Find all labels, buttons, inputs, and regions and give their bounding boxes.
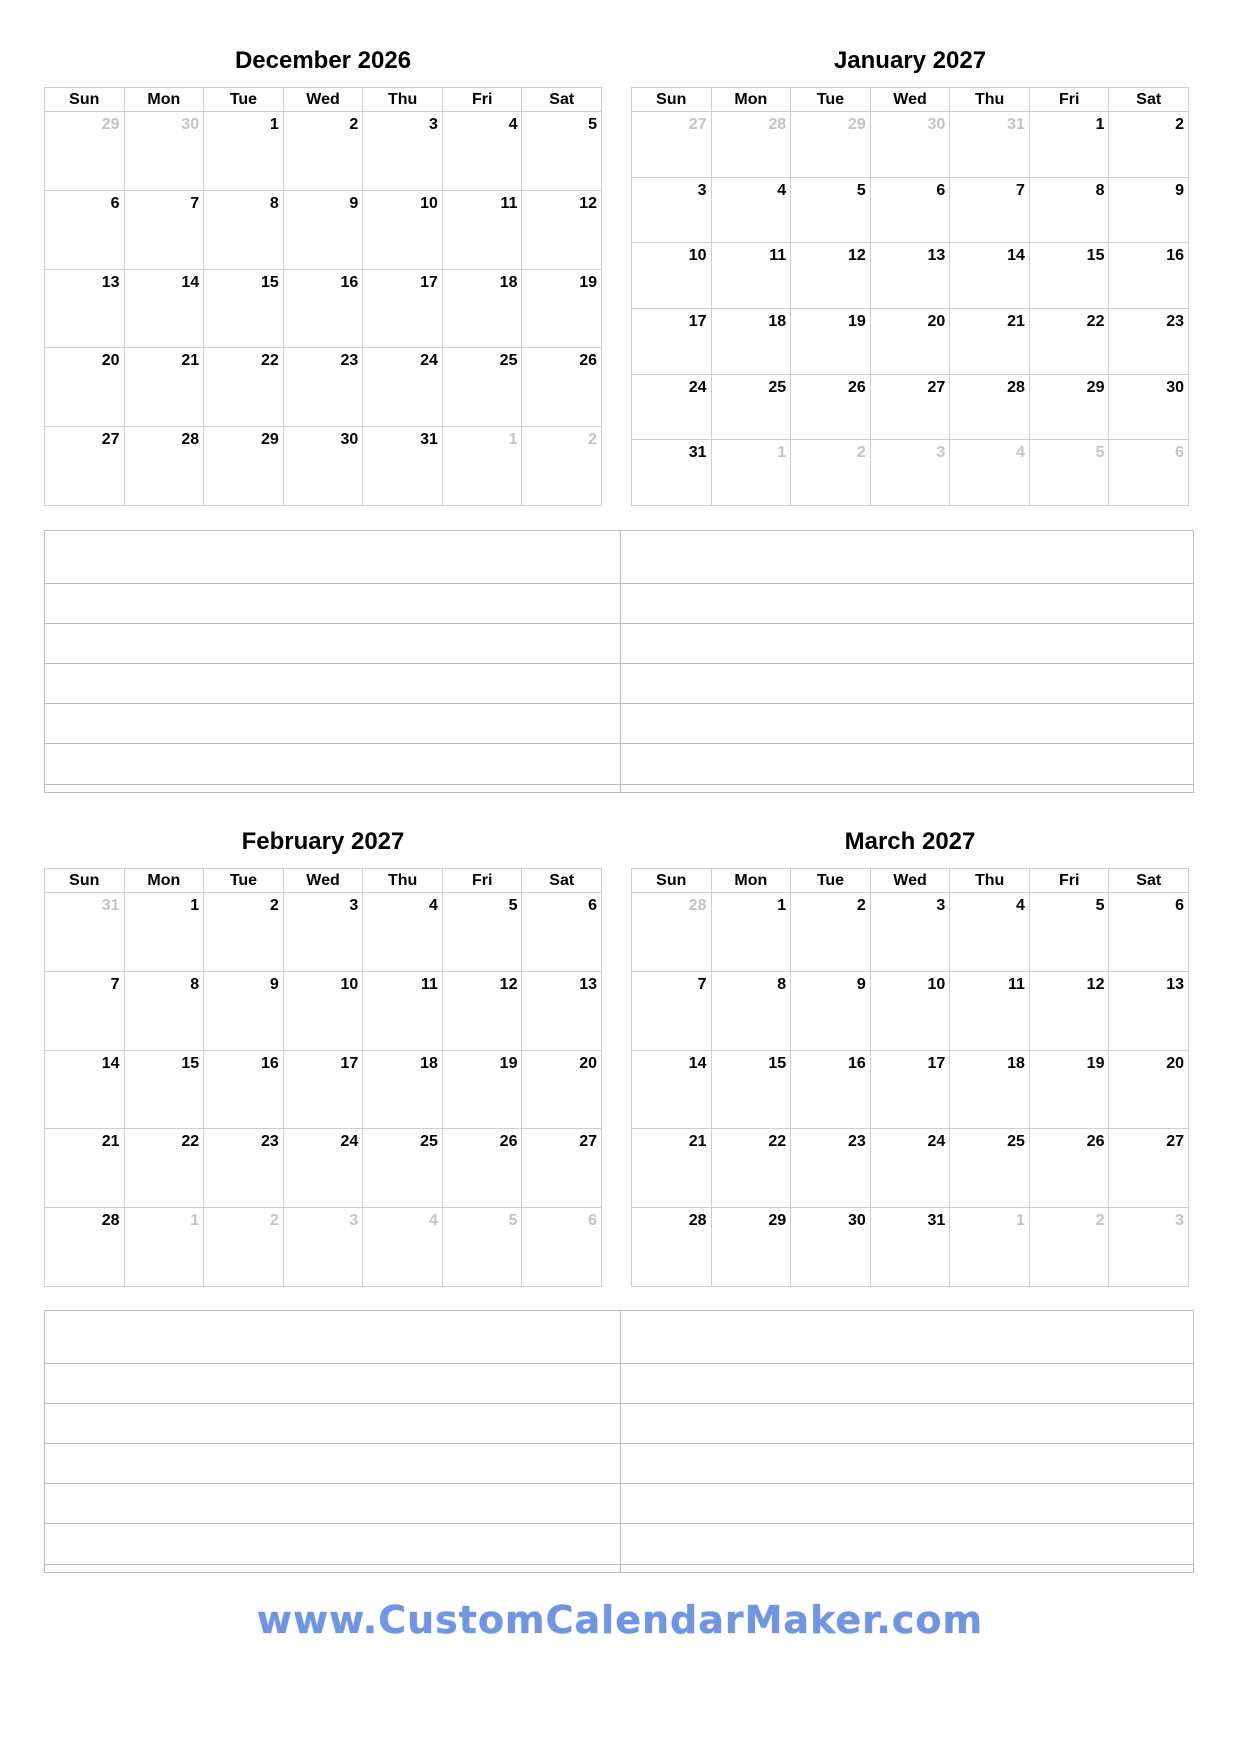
day-cell: 11 (443, 191, 523, 270)
notes-column-divider (620, 531, 621, 792)
day-cell: 20 (871, 309, 951, 375)
day-cell: 23 (204, 1129, 284, 1208)
day-cell: 15 (204, 270, 284, 349)
weekday-header: Mon (125, 88, 205, 112)
weekday-header-row (632, 88, 1189, 112)
weekday-header: Sun (632, 88, 712, 112)
month-title: February 2027 (241, 828, 405, 855)
week-row (45, 270, 602, 349)
day-cell: 10 (871, 972, 951, 1051)
day-cell: 13 (45, 270, 125, 349)
adjacent-month-day-cell: 1 (950, 1208, 1030, 1287)
adjacent-month-day-cell: 30 (871, 112, 951, 178)
day-cell: 3 (284, 893, 364, 972)
day-cell: 17 (632, 309, 712, 375)
notes-line (45, 1564, 1193, 1565)
day-cell: 30 (1109, 375, 1189, 441)
weekday-header: Tue (791, 88, 871, 112)
day-cell: 28 (632, 1208, 712, 1287)
week-row (632, 112, 1189, 178)
day-cell: 24 (363, 348, 443, 427)
week-row (632, 440, 1189, 506)
adjacent-month-day-cell: 28 (712, 112, 792, 178)
day-cell: 18 (950, 1051, 1030, 1130)
day-cell: 17 (363, 270, 443, 349)
day-cell: 14 (632, 1051, 712, 1130)
weekday-header: Sat (1109, 88, 1189, 112)
day-cell: 27 (522, 1129, 602, 1208)
week-row (45, 893, 602, 972)
notes-line (45, 743, 1193, 744)
website-link[interactable]: www.CustomCalendarMaker.com (256, 1598, 984, 1642)
weekday-header: Wed (284, 869, 364, 893)
adjacent-month-day-cell: 2 (204, 1208, 284, 1287)
day-cell: 17 (284, 1051, 364, 1130)
day-cell: 30 (791, 1208, 871, 1287)
weekday-header: Fri (1030, 88, 1110, 112)
day-cell: 25 (950, 1129, 1030, 1208)
weekday-header: Wed (284, 88, 364, 112)
week-row (45, 191, 602, 270)
adjacent-month-day-cell: 6 (1109, 440, 1189, 506)
day-cell: 16 (791, 1051, 871, 1130)
day-cell: 27 (45, 427, 125, 506)
month-grid (631, 868, 1189, 1287)
day-cell: 16 (284, 270, 364, 349)
day-cell: 6 (1109, 893, 1189, 972)
day-cell: 6 (871, 178, 951, 244)
day-cell: 6 (522, 893, 602, 972)
day-cell: 12 (443, 972, 523, 1051)
day-cell: 1 (712, 893, 792, 972)
day-cell: 17 (871, 1051, 951, 1130)
notes-line (45, 1483, 1193, 1484)
day-cell: 5 (1030, 893, 1110, 972)
day-cell: 24 (871, 1129, 951, 1208)
adjacent-month-day-cell: 4 (363, 1208, 443, 1287)
day-cell: 29 (1030, 375, 1110, 441)
adjacent-month-day-cell: 2 (791, 440, 871, 506)
day-cell: 27 (871, 375, 951, 441)
weekday-header: Sun (45, 869, 125, 893)
weekday-header: Tue (791, 869, 871, 893)
day-cell: 8 (1030, 178, 1110, 244)
week-row (632, 1129, 1189, 1208)
day-cell: 20 (522, 1051, 602, 1130)
day-cell: 31 (871, 1208, 951, 1287)
adjacent-month-day-cell: 28 (632, 893, 712, 972)
adjacent-month-day-cell: 5 (1030, 440, 1110, 506)
weekday-header: Tue (204, 869, 284, 893)
adjacent-month-day-cell: 2 (522, 427, 602, 506)
day-cell: 13 (871, 243, 951, 309)
weekday-header: Wed (871, 869, 951, 893)
weekday-header: Thu (363, 869, 443, 893)
day-cell: 21 (125, 348, 205, 427)
day-cell: 9 (791, 972, 871, 1051)
month-title: March 2027 (844, 828, 976, 855)
week-row (45, 1051, 602, 1130)
day-cell: 26 (522, 348, 602, 427)
notes-line (45, 1403, 1193, 1404)
adjacent-month-day-cell: 1 (125, 1208, 205, 1287)
week-row (45, 972, 602, 1051)
day-cell: 18 (443, 270, 523, 349)
day-cell: 14 (45, 1051, 125, 1130)
day-cell: 21 (45, 1129, 125, 1208)
weekday-header: Sun (632, 869, 712, 893)
adjacent-month-day-cell: 27 (632, 112, 712, 178)
weekday-header: Fri (443, 869, 523, 893)
weekday-header: Thu (950, 88, 1030, 112)
day-cell: 10 (632, 243, 712, 309)
day-cell: 15 (1030, 243, 1110, 309)
adjacent-month-day-cell: 6 (522, 1208, 602, 1287)
day-cell: 13 (1109, 972, 1189, 1051)
week-row (632, 309, 1189, 375)
day-cell: 19 (522, 270, 602, 349)
day-cell: 12 (791, 243, 871, 309)
notes-line (45, 784, 1193, 785)
day-cell: 8 (204, 191, 284, 270)
adjacent-month-day-cell: 3 (284, 1208, 364, 1287)
day-cell: 27 (1109, 1129, 1189, 1208)
day-cell: 15 (712, 1051, 792, 1130)
weekday-header: Fri (1030, 869, 1110, 893)
day-cell: 11 (950, 972, 1030, 1051)
day-cell: 19 (791, 309, 871, 375)
notes-column-divider (620, 1311, 621, 1572)
weekday-header: Wed (871, 88, 951, 112)
day-cell: 12 (522, 191, 602, 270)
day-cell: 22 (204, 348, 284, 427)
day-cell: 2 (791, 893, 871, 972)
day-cell: 1 (1030, 112, 1110, 178)
day-cell: 5 (522, 112, 602, 191)
day-cell: 8 (712, 972, 792, 1051)
weekday-header: Mon (712, 869, 792, 893)
weekday-header: Sat (522, 88, 602, 112)
week-row (632, 1051, 1189, 1130)
month-grid (44, 87, 602, 506)
day-cell: 11 (363, 972, 443, 1051)
week-row (632, 893, 1189, 972)
month-grid (631, 87, 1189, 506)
weekday-header-row (45, 869, 602, 893)
notes-line (45, 623, 1193, 624)
notes-section (44, 1310, 1194, 1573)
day-cell: 29 (204, 427, 284, 506)
adjacent-month-day-cell: 1 (443, 427, 523, 506)
weekday-header: Thu (363, 88, 443, 112)
day-cell: 6 (45, 191, 125, 270)
day-cell: 14 (125, 270, 205, 349)
day-cell: 29 (712, 1208, 792, 1287)
day-cell: 31 (632, 440, 712, 506)
adjacent-month-day-cell: 29 (45, 112, 125, 191)
day-cell: 18 (712, 309, 792, 375)
day-cell: 19 (443, 1051, 523, 1130)
day-cell: 9 (284, 191, 364, 270)
day-cell: 2 (1109, 112, 1189, 178)
week-row (632, 972, 1189, 1051)
day-cell: 30 (284, 427, 364, 506)
adjacent-month-day-cell: 31 (950, 112, 1030, 178)
day-cell: 3 (363, 112, 443, 191)
notes-line (45, 1443, 1193, 1444)
weekday-header: Thu (950, 869, 1030, 893)
day-cell: 26 (791, 375, 871, 441)
day-cell: 20 (1109, 1051, 1189, 1130)
notes-line (45, 703, 1193, 704)
notes-line (45, 1523, 1193, 1524)
day-cell: 31 (363, 427, 443, 506)
day-cell: 21 (632, 1129, 712, 1208)
weekday-header: Sat (522, 869, 602, 893)
day-cell: 11 (712, 243, 792, 309)
day-cell: 21 (950, 309, 1030, 375)
day-cell: 14 (950, 243, 1030, 309)
weekday-header: Sun (45, 88, 125, 112)
day-cell: 28 (125, 427, 205, 506)
notes-line (45, 663, 1193, 664)
day-cell: 23 (284, 348, 364, 427)
day-cell: 22 (125, 1129, 205, 1208)
adjacent-month-day-cell: 5 (443, 1208, 523, 1287)
day-cell: 25 (443, 348, 523, 427)
adjacent-month-day-cell: 30 (125, 112, 205, 191)
day-cell: 19 (1030, 1051, 1110, 1130)
weekday-header: Tue (204, 88, 284, 112)
notes-line (45, 1363, 1193, 1364)
day-cell: 2 (204, 893, 284, 972)
day-cell: 23 (1109, 309, 1189, 375)
day-cell: 1 (125, 893, 205, 972)
day-cell: 2 (284, 112, 364, 191)
week-row (632, 375, 1189, 441)
day-cell: 24 (632, 375, 712, 441)
day-cell: 7 (125, 191, 205, 270)
day-cell: 4 (950, 893, 1030, 972)
week-row (632, 178, 1189, 244)
notes-line (45, 583, 1193, 584)
day-cell: 16 (204, 1051, 284, 1130)
week-row (632, 1208, 1189, 1287)
week-row (632, 243, 1189, 309)
day-cell: 16 (1109, 243, 1189, 309)
week-row (45, 1208, 602, 1287)
day-cell: 7 (632, 972, 712, 1051)
day-cell: 22 (712, 1129, 792, 1208)
week-row (45, 1129, 602, 1208)
day-cell: 4 (712, 178, 792, 244)
day-cell: 18 (363, 1051, 443, 1130)
day-cell: 28 (45, 1208, 125, 1287)
day-cell: 3 (632, 178, 712, 244)
day-cell: 10 (363, 191, 443, 270)
weekday-header: Fri (443, 88, 523, 112)
day-cell: 10 (284, 972, 364, 1051)
day-cell: 24 (284, 1129, 364, 1208)
weekday-header: Mon (712, 88, 792, 112)
adjacent-month-day-cell: 3 (1109, 1208, 1189, 1287)
day-cell: 3 (871, 893, 951, 972)
day-cell: 13 (522, 972, 602, 1051)
month-title: January 2027 (833, 47, 987, 74)
week-row (45, 348, 602, 427)
day-cell: 7 (950, 178, 1030, 244)
day-cell: 7 (45, 972, 125, 1051)
day-cell: 8 (125, 972, 205, 1051)
day-cell: 25 (363, 1129, 443, 1208)
weekday-header-row (632, 869, 1189, 893)
day-cell: 25 (712, 375, 792, 441)
adjacent-month-day-cell: 1 (712, 440, 792, 506)
week-row (45, 427, 602, 506)
adjacent-month-day-cell: 31 (45, 893, 125, 972)
day-cell: 15 (125, 1051, 205, 1130)
month-title: December 2026 (234, 47, 412, 74)
day-cell: 23 (791, 1129, 871, 1208)
adjacent-month-day-cell: 29 (791, 112, 871, 178)
adjacent-month-day-cell: 2 (1030, 1208, 1110, 1287)
day-cell: 4 (363, 893, 443, 972)
day-cell: 9 (204, 972, 284, 1051)
day-cell: 9 (1109, 178, 1189, 244)
day-cell: 22 (1030, 309, 1110, 375)
day-cell: 5 (791, 178, 871, 244)
day-cell: 12 (1030, 972, 1110, 1051)
week-row (45, 112, 602, 191)
month-grid (44, 868, 602, 1287)
day-cell: 26 (1030, 1129, 1110, 1208)
notes-section (44, 530, 1194, 793)
day-cell: 4 (443, 112, 523, 191)
weekday-header-row (45, 88, 602, 112)
adjacent-month-day-cell: 3 (871, 440, 951, 506)
day-cell: 5 (443, 893, 523, 972)
day-cell: 26 (443, 1129, 523, 1208)
day-cell: 20 (45, 348, 125, 427)
day-cell: 1 (204, 112, 284, 191)
weekday-header: Sat (1109, 869, 1189, 893)
adjacent-month-day-cell: 4 (950, 440, 1030, 506)
weekday-header: Mon (125, 869, 205, 893)
day-cell: 28 (950, 375, 1030, 441)
